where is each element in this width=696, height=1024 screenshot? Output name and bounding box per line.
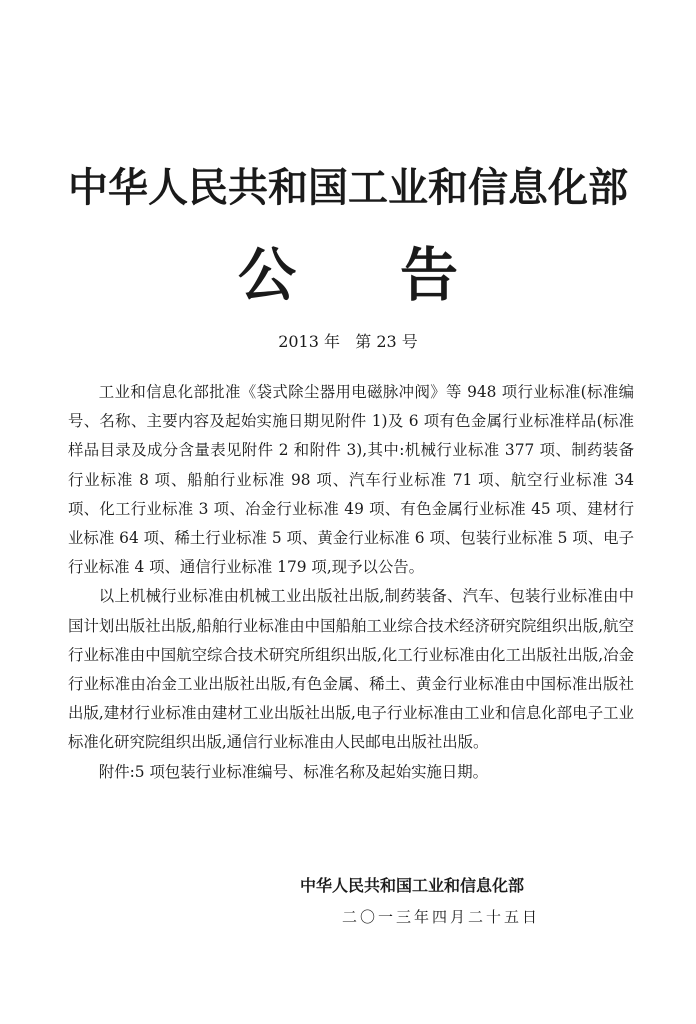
issuer-signature: 中华人民共和国工业和信息化部 xyxy=(300,876,525,895)
body-paragraph-publishers: 以上机械行业标准由机械工业出版社出版,制药装备、汽车、包装行业标准由中国计划出版社出版,船舶行业标准由中国船舶工业综合技术经济研究院组织出版,航空行业标准由中国航空综合技术研究所组织出版,化工行业标准由化工出版社出版,冶金行业标准由冶金工业出版社出版,有色金属、稀土、黄金行业标准由中国标准出版社出版,建材行业标准由建材工业出版社出版,电子行业标准由工业和信息化部电子工业标准化研究院组织出版,通信行业标准由人民邮电出版社出版。 xyxy=(68,587,634,752)
issue-date: 二〇一三年四月二十五日 xyxy=(342,908,541,926)
announcement-heading xyxy=(0,240,696,310)
document-number: 2013 年 第 23 号 xyxy=(278,332,418,351)
heading-char-gao: 告 xyxy=(400,241,459,309)
body-paragraph-attachment: 附件:5 项包装行业标准编号、标准名称及起始实施日期。 xyxy=(98,762,489,781)
heading-char-gong: 公 xyxy=(237,241,296,309)
body-paragraph-approval: 工业和信息化部批准《袋式除尘器用电磁脉冲阀》等 948 项行业标准(标准编号、名称、主要内容及起始实施日期见附件 1)及 6 项有色金属行业标准样品(标准样品目录及成分含量表见附件 2 和附件 3),其中:机械行业标准 377 项、制药装备行业标准 8 项、船舶行业标准 98 项、汽车行业标准 71 项、航空行业标准 34 项、化工行业标准 3 项、冶金行业标准 49 项、有色金属行业标准 45 项、建材行业标准 64 项、稀土行业标准 5 项、黄金行业标准 6 项、包装行业标准 5 项、电子行业标准 4 项、通信行业标准 179 项,现予以公告。 xyxy=(68,383,634,577)
announcement-body xyxy=(68,378,634,787)
ministry-title: 中华人民共和国工业和信息化部 xyxy=(68,165,628,211)
